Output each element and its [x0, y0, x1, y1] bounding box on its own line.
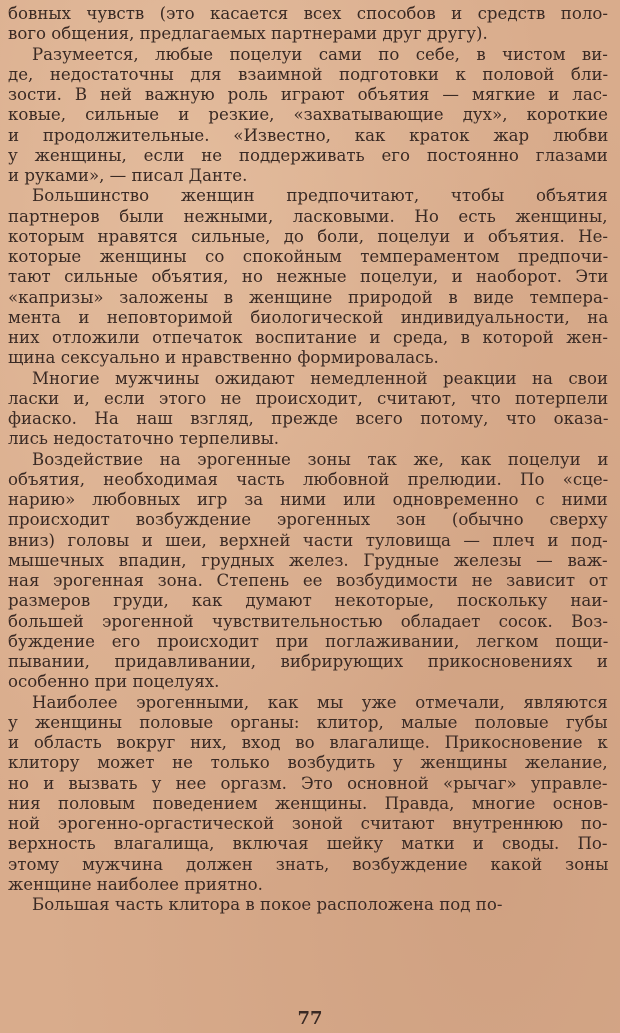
text-line: ной эрогенно-оргастической зоной считают внутреннюю по-	[8, 814, 608, 833]
text-line: ковые, сильные и резкие, «захватывающие дух», короткие	[8, 105, 608, 125]
text-line: де, недостаточны для взаимной подготовки к половой бли-	[8, 64, 608, 84]
text-line: Наиболее эрогенными, как мы уже отмечали, являются	[32, 692, 608, 712]
text-line: и область вокруг них, вход во влагалище. Прикосновение к	[8, 733, 608, 752]
text-line: объятия, необходимая часть любовной прелюдии. По «сце-	[8, 469, 608, 489]
paragraph	[8, 895, 608, 915]
paragraph	[8, 4, 608, 45]
text-line: них отложили отпечаток воспитание и среда, в которой жен-	[8, 328, 608, 347]
text-line: фиаско. На наш взгляд, прежде всего потому, что оказа-	[8, 409, 608, 428]
text-line: которым нравятся сильные, до боли, поцелуи и объятия. Не-	[8, 226, 608, 246]
text-line: щина сексуально и нравственно формировалась.	[8, 348, 439, 368]
text-line: бовных чувств (это касается всех способов и средств поло-	[8, 4, 608, 23]
text-line: тают сильные объятия, но нежные поцелуи, и наоборот. Эти	[8, 267, 608, 287]
text-line: буждение его происходит при поглаживании, легком пощи-	[8, 631, 608, 651]
text-line: лись недостаточно терпеливы.	[8, 429, 280, 449]
text-line: большей эрогенной чувствительностью обладает сосок. Воз-	[8, 611, 608, 631]
text-line: и продолжительные. «Известно, как краток жар любви	[8, 125, 608, 145]
text-line: у женщины, если не поддерживать его постоянно глазами	[8, 145, 608, 165]
text-line: ния половым поведением женщины. Правда, многие основ-	[8, 793, 608, 813]
paragraph	[8, 693, 608, 896]
text-line: женщине наиболее приятно.	[8, 874, 263, 894]
text-line: вого общения, предлагаемых партнерами друг другу).	[8, 24, 488, 44]
text-line: мышечных впадин, грудных желез. Грудные железы — важ-	[8, 550, 608, 570]
text-line: у женщины половые органы: клитор, малые половые губы	[8, 712, 608, 732]
text-line: ласки и, если этого не происходит, считают, что потерпели	[8, 388, 608, 408]
paragraph	[8, 186, 608, 368]
text-line: Большинство женщин предпочитают, чтобы объятия	[32, 186, 608, 206]
paragraph	[8, 450, 608, 693]
text-line: партнеров были нежными, ласковыми. Но есть женщины,	[8, 206, 608, 226]
text-line: которые женщины со спокойным темпераментом предпочи-	[8, 247, 608, 266]
text-line: Воздействие на эрогенные зоны так же, как поцелуи и	[32, 449, 608, 469]
text-line: верхность влагалища, включая шейку матки и своды. По-	[8, 834, 608, 854]
text-line: особенно при поцелуях.	[8, 672, 220, 692]
text-line: происходит возбуждение эрогенных зон (обычно сверху	[8, 510, 608, 530]
text-line: Разумеется, любые поцелуи сами по себе, в чистом ви-	[32, 44, 608, 64]
text-line: и руками», — писал Данте.	[8, 166, 248, 185]
text-line: мента и неповторимой биологической индивидуальности, на	[8, 307, 608, 327]
text-line: этому мужчина должен знать, возбуждение какой зоны	[8, 854, 608, 874]
text-line: пывании, придавливании, вибрирующих прикосновениях и	[8, 652, 608, 671]
text-line: ная эрогенная зона. Степень ее возбудимости не зависит от	[8, 571, 608, 590]
text-line: Большая часть клитора в покое расположена под по-	[32, 895, 503, 914]
text-line: клитору может не только возбудить у женщины желание,	[8, 753, 608, 773]
text-line: нарию» любовных игр за ними или одновременно с ними	[8, 490, 608, 509]
paragraph	[8, 369, 608, 450]
text-line: Многие мужчины ожидают немедленной реакции на свои	[32, 368, 608, 388]
text-line: размеров груди, как думают некоторые, поскольку наи-	[8, 591, 608, 611]
text-line: зости. В ней важную роль играют объятия — мягкие и лас-	[8, 85, 608, 104]
text-line: «капризы» заложены в женщине природой в виде темпера-	[8, 287, 608, 307]
page-number: 77	[297, 1008, 323, 1029]
text-line: вниз) головы и шеи, верхней части туловища — плеч и под-	[8, 530, 608, 550]
text-body	[8, 4, 608, 915]
paragraph	[8, 45, 608, 187]
text-line: но и вызвать у нее оргазм. Это основной «рычаг» управле-	[8, 773, 608, 793]
